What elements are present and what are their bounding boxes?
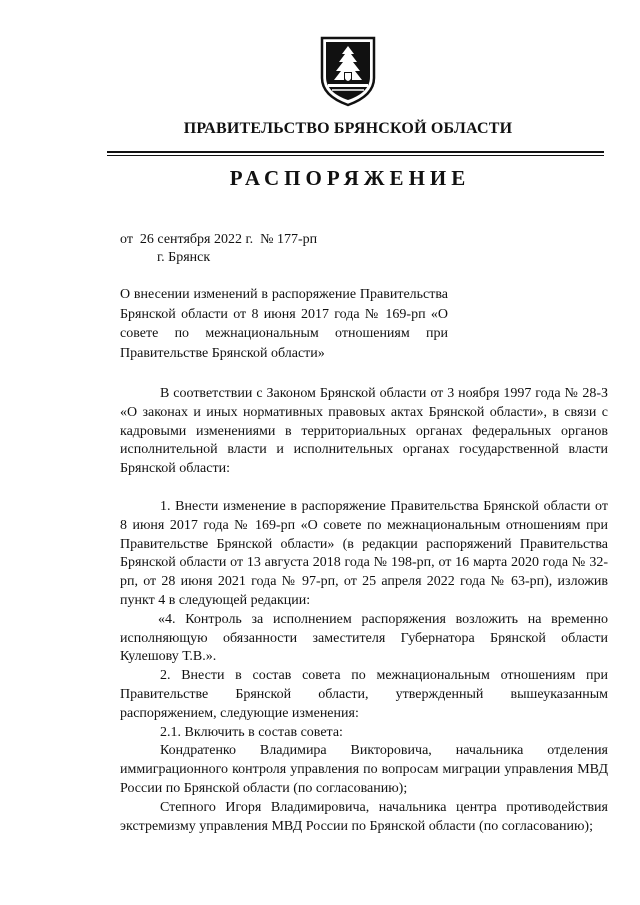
header-rule-thick: [107, 151, 604, 153]
member-2-paragraph: Степного Игоря Владимировича, начальника центра противодействия экстремизму управления МВД России по Брянской области (по согласованию);: [120, 799, 608, 834]
organization-title: ПРАВИТЕЛЬСТВО БРЯНСКОЙ ОБЛАСТИ: [183, 120, 513, 137]
document-city: г. Брянск: [157, 250, 211, 265]
item-2-paragraph: 2. Внести в состав совета по межнациональным отношениям при Правительстве Брянской области, утвержденный вышеуказанным распоряжением, следующие изменения:: [120, 668, 608, 721]
document-dateline: от 26 сентября 2022 г. № 177-рп: [120, 232, 318, 247]
member-1-paragraph: Кондратенко Владимира Викторовича, начальника отделения иммиграционного контроля управления по вопросам миграции управления МВД России по Брянской области (по согласованию);: [120, 743, 608, 796]
bryansk-coat-of-arms-icon: [318, 34, 378, 108]
item-1-quote-paragraph: «4. Контроль за исполнением распоряжения возложить на временно исполняющую обязанности заместителя Губернатора Брянской области Кулешову Т.В.».: [120, 611, 608, 665]
item-1-paragraph: 1. Внести изменение в распоряжение Правительства Брянской области от 8 июня 2017 года № 169-рп «О совете по межнациональным отношениям при Правительстве Брянской области» (в редакции распоряжений Правительства Брянской области от 13 августа 2018 года № 198-рп, от 16 марта 2020 года № 32-рп, от 28 июня 2021 года № 97-рп, от 25 апреля 2022 года № 63-рп), изложив пункт 4 в следующей редакции:: [120, 498, 608, 608]
document-type-title: РАСПОРЯЖЕНИЕ: [229, 166, 471, 190]
header-rule-thin: [107, 155, 604, 156]
preamble-paragraph: В соответствии с Законом Брянской области от 3 ноября 1997 года № 28-З «О законах и иных нормативных правовых актах Брянской области», в связи с кадровыми изменениями в территориальных органах федеральных органов исполнительной власти и исполнительных органах государственной власти Брянской области:: [120, 386, 608, 477]
item-2-1-paragraph: 2.1. Включить в состав совета:: [160, 724, 343, 740]
document-subject: О внесении изменений в распоряжение Правительства Брянской области от 8 июня 2017 года № 169-рп «О совете по межнациональным отношениям при Правительстве Брянской области»: [120, 287, 448, 361]
document-body: [120, 385, 608, 836]
